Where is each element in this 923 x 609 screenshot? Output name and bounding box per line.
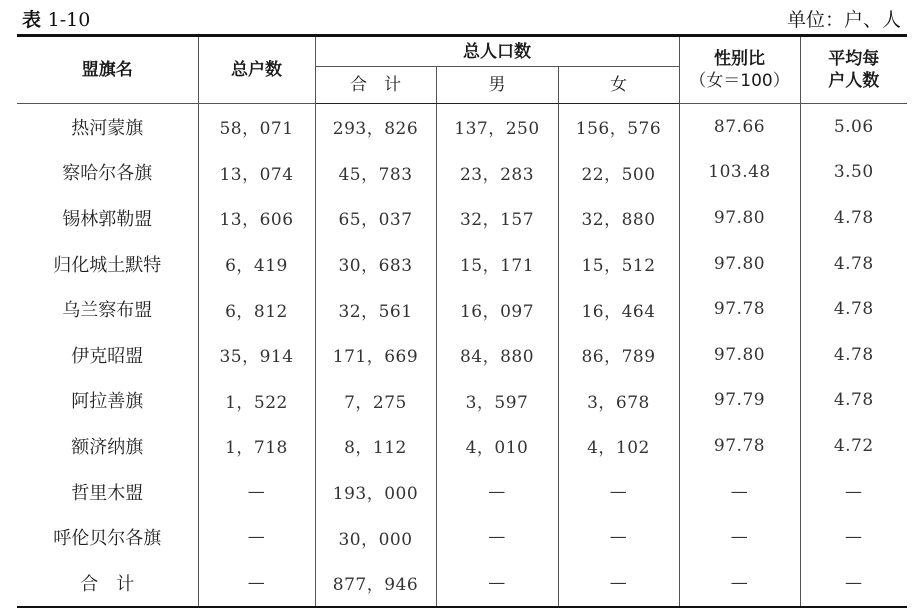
cell-pop-male: —	[436, 560, 558, 607]
population-table	[17, 34, 907, 608]
table-heading-bar	[0, 0, 923, 34]
cell-pop-total: 171，669	[315, 332, 436, 378]
cell-name: 哲里木盟	[17, 469, 198, 515]
table-row	[17, 378, 907, 424]
cell-avg-per-household: —	[800, 469, 907, 515]
cell-sex-ratio: 87.66	[679, 104, 800, 150]
header-sex-ratio	[679, 36, 800, 104]
cell-sex-ratio: —	[679, 514, 800, 560]
cell-avg-per-household: —	[800, 560, 907, 607]
table-row	[17, 286, 907, 332]
cell-pop-female: 22，500	[558, 150, 679, 196]
header-avg-per-household	[800, 36, 907, 104]
cell-pop-male: 137，250	[436, 104, 558, 150]
cell-households: —	[198, 469, 315, 515]
header-pop-female: 女	[558, 67, 679, 104]
header-pop-total: 合 计	[315, 67, 436, 104]
header-sex-ratio-line1: 性别比	[714, 49, 765, 69]
cell-pop-male: 16，097	[436, 286, 558, 332]
table-row	[17, 423, 907, 469]
cell-name: 阿拉善旗	[17, 378, 198, 424]
cell-households: 6，419	[198, 241, 315, 287]
cell-households: 35，914	[198, 332, 315, 378]
cell-name: 合 计	[17, 560, 198, 607]
cell-avg-per-household: 4.78	[800, 378, 907, 424]
cell-households: 13，606	[198, 195, 315, 241]
cell-pop-total: 65，037	[315, 195, 436, 241]
cell-pop-total: 45，783	[315, 150, 436, 196]
table-row	[17, 469, 907, 515]
table-row	[17, 104, 907, 150]
cell-pop-male: —	[436, 469, 558, 515]
cell-pop-total: 8，112	[315, 423, 436, 469]
table-row	[17, 195, 907, 241]
cell-avg-per-household: 4.72	[800, 423, 907, 469]
cell-pop-total: 30，683	[315, 241, 436, 287]
cell-avg-per-household: 5.06	[800, 104, 907, 150]
table-caption-number: 1-10	[47, 9, 91, 31]
cell-pop-male: 3，597	[436, 378, 558, 424]
cell-households: —	[198, 560, 315, 607]
cell-pop-total: 30，000	[315, 514, 436, 560]
cell-pop-male: 4，010	[436, 423, 558, 469]
cell-pop-female: 15，512	[558, 241, 679, 287]
cell-pop-male: 23，283	[436, 150, 558, 196]
cell-avg-per-household: —	[800, 514, 907, 560]
cell-sex-ratio: 97.78	[679, 423, 800, 469]
cell-households: 6，812	[198, 286, 315, 332]
cell-pop-total: 32，561	[315, 286, 436, 332]
cell-name: 伊克昭盟	[17, 332, 198, 378]
cell-pop-female: 86，789	[558, 332, 679, 378]
table-row	[17, 332, 907, 378]
cell-sex-ratio: 97.80	[679, 195, 800, 241]
cell-pop-female: —	[558, 514, 679, 560]
header-households: 总户数	[198, 36, 315, 104]
cell-pop-male: —	[436, 514, 558, 560]
cell-pop-female: 16，464	[558, 286, 679, 332]
cell-pop-total: 877，946	[315, 560, 436, 607]
cell-sex-ratio: 97.79	[679, 378, 800, 424]
cell-sex-ratio: —	[679, 560, 800, 607]
cell-name: 热河蒙旗	[17, 104, 198, 150]
cell-pop-male: 32，157	[436, 195, 558, 241]
cell-avg-per-household: 3.50	[800, 150, 907, 196]
table-body	[17, 104, 907, 607]
cell-pop-female: 156，576	[558, 104, 679, 150]
cell-sex-ratio: 103.48	[679, 150, 800, 196]
cell-sex-ratio: —	[679, 469, 800, 515]
cell-name: 察哈尔各旗	[17, 150, 198, 196]
cell-pop-male: 15，171	[436, 241, 558, 287]
cell-households: 58，071	[198, 104, 315, 150]
table-caption-label: 表	[22, 9, 42, 31]
cell-name: 呼伦贝尔各旗	[17, 514, 198, 560]
cell-name: 额济纳旗	[17, 423, 198, 469]
cell-pop-female: 32，880	[558, 195, 679, 241]
cell-sex-ratio: 97.78	[679, 286, 800, 332]
cell-avg-per-household: 4.78	[800, 332, 907, 378]
cell-pop-female: 3，678	[558, 378, 679, 424]
table-row	[17, 560, 907, 607]
cell-avg-per-household: 4.78	[800, 241, 907, 287]
header-avg-line1: 平均每	[828, 49, 880, 69]
cell-households: 13，074	[198, 150, 315, 196]
unit-note: 单位：户、人	[786, 9, 901, 31]
cell-name: 锡林郭勒盟	[17, 195, 198, 241]
cell-households: 1，718	[198, 423, 315, 469]
table-caption	[22, 5, 90, 32]
cell-sex-ratio: 97.80	[679, 332, 800, 378]
table-row	[17, 514, 907, 560]
cell-pop-total: 293，826	[315, 104, 436, 150]
cell-sex-ratio: 97.80	[679, 241, 800, 287]
header-sex-ratio-line2: （女＝100）	[689, 71, 790, 91]
cell-households: 1，522	[198, 378, 315, 424]
cell-pop-male: 84，880	[436, 332, 558, 378]
cell-pop-female: —	[558, 560, 679, 607]
table-row	[17, 241, 907, 287]
cell-pop-total: 7，275	[315, 378, 436, 424]
header-population: 总人口数	[315, 36, 679, 67]
header-pop-male: 男	[436, 67, 558, 104]
cell-name: 乌兰察布盟	[17, 286, 198, 332]
cell-name: 归化城土默特	[17, 241, 198, 287]
cell-pop-total: 193，000	[315, 469, 436, 515]
table-row	[17, 150, 907, 196]
cell-households: —	[198, 514, 315, 560]
cell-avg-per-household: 4.78	[800, 286, 907, 332]
header-league: 盟旗名	[17, 36, 198, 104]
cell-pop-female: —	[558, 469, 679, 515]
cell-pop-female: 4，102	[558, 423, 679, 469]
cell-avg-per-household: 4.78	[800, 195, 907, 241]
header-avg-line2: 户人数	[828, 71, 880, 91]
